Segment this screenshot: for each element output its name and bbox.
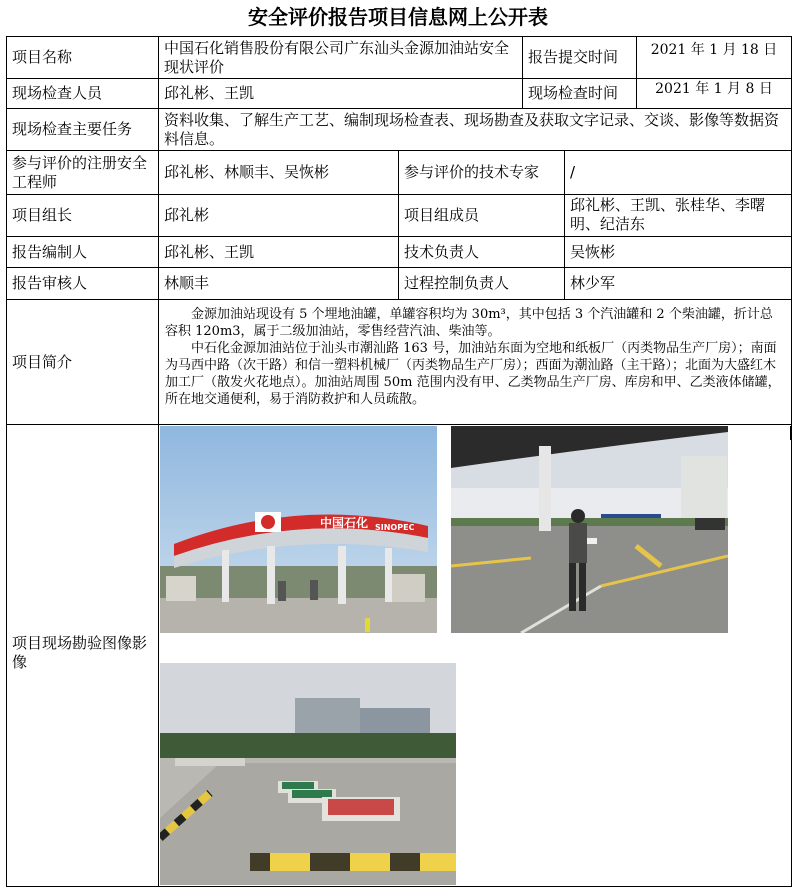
submit-time-label: 报告提交时间 <box>528 48 619 66</box>
engineers-value: 邱礼彬、林顺丰、吴恢彬 <box>164 163 330 181</box>
inspectors-value: 邱礼彬、王凯 <box>164 84 255 102</box>
intro-paragraph-2: 中石化金源加油站位于汕头市潮汕路 163 号，加油站东面为空地和纸板厂（丙类物品生产厂房）；南面为马西中路（次干路）和信一塑料机械厂（丙类物品生产厂房）；西面为潮汕路（主干路）；北面为大盛红木加工厂（散发火花地点）。加油站周围 50m 范围内没有甲、乙类物品生产厂房、库房和甲、乙类液体储罐，所在地交通便利，易于消防救护和人员疏散。 <box>165 341 781 407</box>
members-label: 项目组成员 <box>404 206 480 224</box>
text-cursor <box>790 426 791 440</box>
compiler-value: 邱礼彬、王凯 <box>164 242 255 261</box>
reviewer-label: 报告审核人 <box>12 274 88 292</box>
compiler-label: 报告编制人 <box>12 242 88 261</box>
page-title: 安全评价报告项目信息网上公开表 <box>248 5 548 29</box>
photos-label: 项目现场勘验图像影像 <box>12 634 148 671</box>
inspection-time-label: 现场检查时间 <box>528 84 619 102</box>
intro-label: 项目简介 <box>12 352 73 371</box>
intro-text <box>159 300 791 424</box>
members-value: 邱礼彬、王凯、张桂华、李曙明、纪洁东 <box>570 196 766 233</box>
leader-label: 项目组长 <box>12 206 73 224</box>
intro-paragraph-1: 金源加油站现设有 5 个埋地油罐，单罐容积均为 30m³，其中包括 3 个汽油罐和 2 个柴油罐，折计总容积 120m3，属于二级加油站，零售经营汽油、柴油等。 <box>165 307 773 339</box>
tasks-value: 资料收集、了解生产工艺、编制现场检查表、现场勘查及获取文字记录、交谈、影像等数据资料信息。 <box>164 111 780 148</box>
inspection-time-value: 2021 年 1 月 8 日 <box>655 81 773 97</box>
tech-lead-label: 技术负责人 <box>404 242 480 261</box>
expert-label: 参与评价的技术专家 <box>404 163 540 181</box>
process-control-value: 林少军 <box>570 274 616 292</box>
reviewer-value: 林顺丰 <box>164 274 210 292</box>
photo-tank-area <box>160 663 456 885</box>
photo-station-canopy <box>160 426 437 633</box>
tasks-label: 现场检查主要任务 <box>12 120 133 138</box>
expert-value: / <box>570 163 576 181</box>
canopy-brand-en-text: SINOPEC <box>375 523 415 532</box>
photo-inspector <box>451 426 728 633</box>
process-control-label: 过程控制负责人 <box>404 274 510 292</box>
tech-lead-value: 吴恢彬 <box>570 242 616 261</box>
project-name-label: 项目名称 <box>12 48 73 66</box>
leader-value: 邱礼彬 <box>164 206 210 224</box>
canopy-brand-text: 中国石化 <box>320 516 369 530</box>
submit-time-value: 2021 年 1 月 18 日 <box>650 42 778 58</box>
project-name-value: 中国石化销售股份有限公司广东汕头金源加油站安全现状评价 <box>164 39 510 76</box>
inspectors-label: 现场检查人员 <box>12 84 103 102</box>
engineers-label: 参与评价的注册安全工程师 <box>12 153 148 191</box>
